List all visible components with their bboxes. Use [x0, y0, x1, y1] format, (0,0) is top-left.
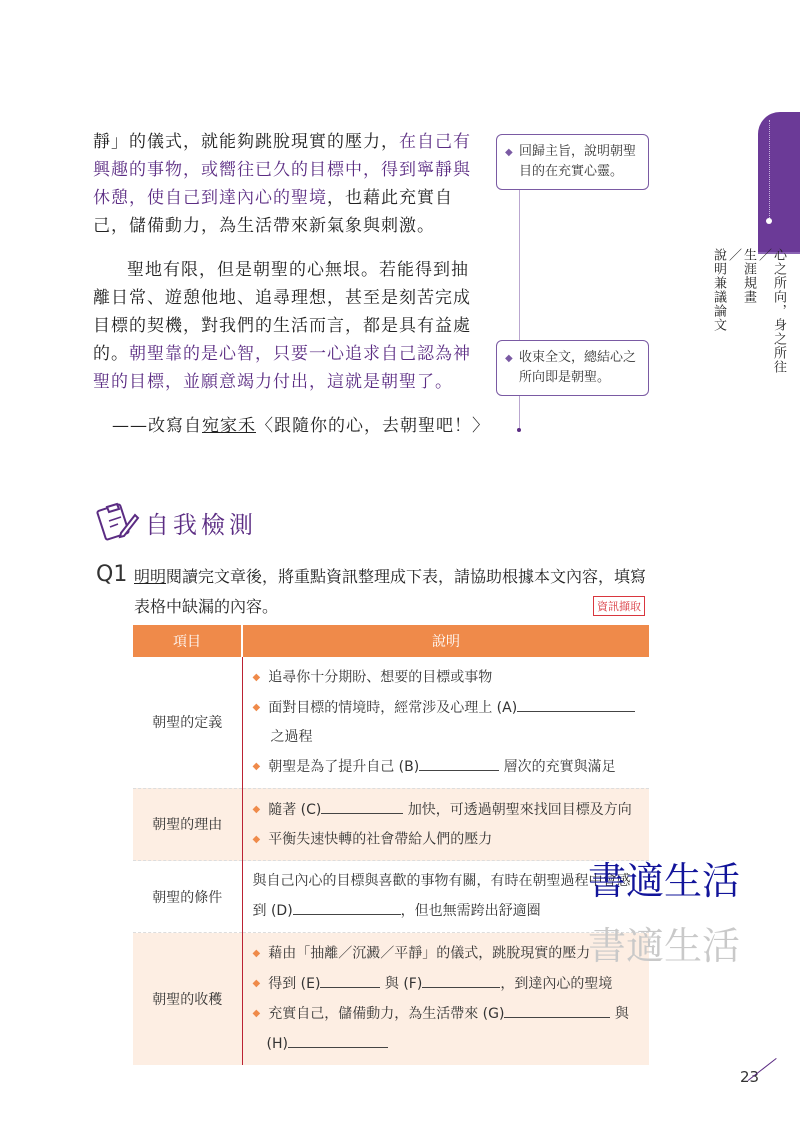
diamond-bullet-icon: ◆ [252, 804, 261, 815]
blank-A[interactable] [517, 693, 635, 712]
source-citation: ——改寫自宛家禾〈跟隨你的心，去朝聖吧！〉 [112, 416, 490, 436]
table-row-desc: 與自己內心的目標與喜歡的事物有關，有時在朝聖過程中會感到 (D) ，但也無需跨出舒適圈 [242, 861, 649, 933]
blank-G[interactable] [504, 999, 610, 1018]
diamond-bullet-icon: ◆ [252, 948, 261, 959]
diamond-bullet-icon: ◆ [252, 672, 261, 683]
diamond-bullet-icon: ◆ [252, 833, 261, 845]
side-separator: ／ [756, 248, 771, 262]
side-tab-dot [766, 218, 772, 224]
diamond-bullet-icon: ◆ [252, 978, 261, 989]
passage-paragraph-2: 聖地有限，但是朝聖的心無垠。若能得到抽離日常、遊憩他地、追尋理想，甚至是刻苦完成目標的契機，對我們的生活而言，都是具有益處的。朝聖靠的是心智，只要一心追求自己認為神聖的目標，並願意竭力付出，這就是朝聖了。 [93, 260, 471, 392]
table-row [133, 861, 649, 933]
table-row-desc: ◆ 藉由「抽離／沉澱／平靜」的儀式，跳脫現實的壓力 ◆ 得到 (E) 與 (F) ，到達內心的聖境 ◆ 充實自己，儲備動力，為生活帶來 (G) 與 (H) [242, 933, 649, 1065]
table-row-desc: ◆ 追尋你十分期盼、想要的目標或事物 ◆ 面對目標的情境時，經常涉及心理上 (A) 之過程 ◆ 朝聖是為了提升自己 (B) 層次的充實與滿足 [242, 657, 649, 788]
side-tab [758, 112, 800, 252]
table-header-desc: 說明 [242, 625, 649, 657]
diamond-bullet-icon: ◆ [252, 1008, 261, 1019]
skill-tag: 資訊擷取 [593, 596, 645, 616]
highlighted-text: 在自己有興趣的事物，或嚮往已久的目標中，得到寧靜與休憩，使自己到達內心的聖境 [93, 132, 471, 208]
question-name: 明明 [134, 567, 167, 586]
table-row-item: 朝聖的條件 [133, 861, 242, 933]
blank-E[interactable] [320, 969, 380, 988]
table-row-item: 朝聖的定義 [133, 657, 242, 788]
side-tab-text: 心之所向，身之所往 ／ 生涯規畫 ／ 說明兼議論文 [711, 248, 786, 374]
diamond-bullet-icon: ◆ [252, 761, 261, 772]
page-number: 23 [740, 1068, 760, 1086]
side-tab-dotted-line [769, 120, 770, 220]
blank-C[interactable] [321, 795, 403, 814]
author-name: 宛家禾 [202, 416, 256, 436]
summary-table [133, 625, 649, 1065]
self-test-title: 自我檢測 [145, 511, 257, 539]
question-text: 明明閱讀完文章後，將重點資訊整理成下表，請協助根據本文內容，填寫表格中缺漏的內容。 [134, 567, 647, 616]
passage [93, 128, 485, 396]
passage-paragraph-1: 靜」的儀式，就能夠跳脫現實的壓力，在自己有興趣的事物，或嚮往已久的目標中，得到寧靜與休憩，使自己到達內心的聖境，也藉此充實自己，儲備動力，為生活帶來新氣象與刺激。 [93, 132, 471, 236]
annotation-line-end [517, 428, 521, 432]
table-header-item: 項目 [133, 625, 242, 657]
table-row-desc: ◆ 隨著 (C) 加快，可透過朝聖來找回目標及方向 ◆ 平衡失速快轉的社會帶給人們的壓力 [242, 788, 649, 861]
watermark-text: 書適生活 [588, 859, 741, 903]
highlighted-text: 朝聖靠的是心智，只要一心追求自己認為神聖的目標，並願意竭力付出，這就是朝聖了。 [93, 344, 471, 392]
question-label: Q1 [96, 562, 128, 587]
annotation-note-1: ◆ 回歸主旨，說明朝聖目的在充實心靈。 [496, 134, 649, 190]
blank-D[interactable] [293, 896, 401, 915]
diamond-bullet-icon: ◆ [252, 702, 261, 713]
watermark-text: 書適生活 [588, 924, 741, 968]
table-row-item: 朝聖的理由 [133, 788, 242, 861]
table-header-row [133, 625, 649, 657]
blank-H[interactable] [288, 1029, 388, 1048]
diamond-bullet-icon: ◆ [505, 353, 513, 364]
blank-B[interactable] [419, 752, 499, 771]
side-separator: ／ [726, 248, 741, 262]
diamond-bullet-icon: ◆ [505, 147, 513, 158]
table-row-item: 朝聖的收穫 [133, 933, 242, 1065]
table-row [133, 657, 649, 788]
table-row [133, 933, 649, 1065]
table-row [133, 788, 649, 861]
blank-F[interactable] [422, 969, 500, 988]
clipboard-pencil-icon [95, 497, 141, 543]
annotation-note-2: ◆ 收束全文，總結心之所向即是朝聖。 [496, 340, 649, 396]
